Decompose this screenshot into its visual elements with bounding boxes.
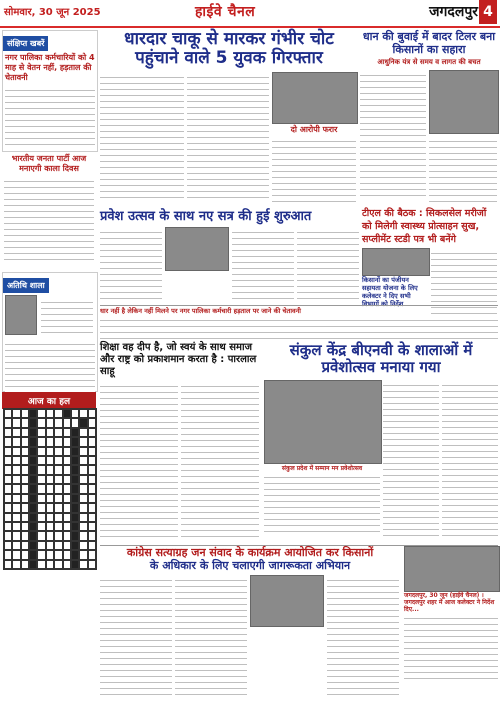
crossword-cell	[88, 541, 96, 550]
crossword-cell	[12, 475, 20, 484]
crossword-cell	[54, 447, 62, 456]
education-quote-headline: शिक्षा वह दीप है, जो स्वयं के साथ समाज और राष्ट्र को प्रकाशमान करता है : पारलाल साहू	[100, 342, 257, 377]
page-number: 4	[479, 0, 497, 24]
crossword-cell	[54, 465, 62, 474]
crossword-cell	[12, 437, 20, 446]
crossword-cell	[21, 437, 29, 446]
side-story-body	[404, 613, 498, 683]
crossword-cell	[54, 418, 62, 427]
crossword-cell	[21, 541, 29, 550]
crossword-cell	[29, 418, 37, 427]
right-top-subhead: आधुनिक यंत्र से समय व लागत की बचत	[377, 58, 481, 66]
crossword-cell	[37, 503, 45, 512]
crossword-cell	[4, 560, 12, 569]
left-column	[0, 28, 98, 708]
crossword-cell	[79, 494, 87, 503]
masthead	[0, 0, 500, 28]
crossword-cell	[88, 484, 96, 493]
right-top-story	[360, 30, 498, 202]
crossword-cell	[71, 475, 79, 484]
crossword-cell	[12, 456, 20, 465]
crossword-cell	[21, 465, 29, 474]
crossword-cell	[12, 428, 20, 437]
guest-school-box	[2, 272, 98, 392]
congress-col-1	[100, 575, 172, 695]
crossword-cell	[37, 447, 45, 456]
crossword-cell	[63, 503, 71, 512]
right-top-col-2	[429, 136, 497, 202]
crossword-cell	[4, 522, 12, 531]
crossword-cell	[46, 456, 54, 465]
crossword-cell	[79, 560, 87, 569]
crossword-cell	[4, 456, 12, 465]
crossword-cell	[12, 494, 20, 503]
crossword-cell	[46, 428, 54, 437]
crossword-cell	[4, 503, 12, 512]
crossword-cell	[46, 447, 54, 456]
crossword-cell	[29, 475, 37, 484]
crossword-cell	[63, 531, 71, 540]
crossword-cell	[4, 513, 12, 522]
crossword-cell	[71, 550, 79, 559]
tl-bullet-2: कलेक्टर ने दिए सभी विभागों को निर्देश	[362, 292, 411, 308]
crossword-cell	[54, 513, 62, 522]
congress-col-3	[327, 575, 399, 695]
crossword-cell	[63, 541, 71, 550]
crossword-cell	[46, 494, 54, 503]
crossword-cell	[21, 447, 29, 456]
crossword-cell	[88, 447, 96, 456]
guest-school-body	[5, 339, 95, 395]
brief-news-body	[5, 85, 95, 145]
crossword-cell	[79, 437, 87, 446]
crossword-cell	[46, 418, 54, 427]
brief-news-box	[2, 30, 98, 152]
crossword-cell	[46, 503, 54, 512]
school-col-1	[100, 227, 162, 303]
crossword-cell	[54, 522, 62, 531]
congress-photo	[250, 575, 324, 627]
crossword-cell	[88, 550, 96, 559]
crossword-cell	[79, 531, 87, 540]
crossword-cell	[71, 541, 79, 550]
crossword-cell	[12, 522, 20, 531]
crossword-cell	[63, 428, 71, 437]
strike-warning-body	[100, 315, 498, 339]
crossword-cell	[4, 475, 12, 484]
congress-headline-line-2: के अधिकार के लिए चलाएगी जागरूकता अभियान	[149, 559, 351, 572]
crossword-cell	[29, 437, 37, 446]
crossword-cell	[54, 475, 62, 484]
crossword-cell	[63, 494, 71, 503]
crossword-cell	[12, 513, 20, 522]
crossword-cell	[46, 484, 54, 493]
crossword-cell	[71, 494, 79, 503]
crossword-cell	[21, 522, 29, 531]
brief-news-headline: नगर पालिका कर्मचारियों को 4 माह से वेतन नहीं, हड़ताल की चेतावनी	[5, 53, 95, 82]
crossword-cell	[88, 522, 96, 531]
crossword-cell	[79, 475, 87, 484]
crossword-cell	[4, 447, 12, 456]
crossword-cell	[37, 550, 45, 559]
crossword-cell	[71, 428, 79, 437]
band-congress	[100, 545, 498, 695]
praveshotsav-photo-caption: संकुल प्रदेश में सम्मान मन प्रवेशोत्सव	[281, 465, 363, 472]
lead-col-1	[100, 72, 184, 202]
crossword-cell	[4, 437, 12, 446]
crossword-cell	[12, 560, 20, 569]
tl-meeting-photo	[362, 248, 430, 276]
praveshotsav-headline: संकुल केंद्र बीएनवी के शालाओं में प्रवेशोत्सव मनाया गया	[289, 341, 473, 376]
crossword-cell	[37, 541, 45, 550]
crossword-cell	[4, 541, 12, 550]
crossword-cell	[4, 428, 12, 437]
crossword-cell	[46, 541, 54, 550]
crossword-cell	[21, 428, 29, 437]
crossword-cell	[37, 522, 45, 531]
crossword-cell	[37, 409, 45, 418]
crossword-cell	[79, 447, 87, 456]
crossword-cell	[71, 456, 79, 465]
crossword-cell	[63, 513, 71, 522]
crossword-cell	[54, 541, 62, 550]
crossword-cell	[37, 513, 45, 522]
tl-meeting-headline: टीएल की बैठक : सिकलसेल मरीजों को मिलेगी स्वास्थ्य प्रोत्साहन सुख, सप्लीमेंट स्टडी पत्र भी बनेंगे	[362, 208, 487, 245]
crossword-cell	[79, 428, 87, 437]
crossword-cell	[46, 513, 54, 522]
crossword-cell	[63, 418, 71, 427]
crossword-cell	[88, 437, 96, 446]
crossword-cell	[88, 560, 96, 569]
crossword-cell	[12, 409, 20, 418]
crossword-cell	[21, 484, 29, 493]
crossword-cell	[46, 531, 54, 540]
crossword-cell	[4, 550, 12, 559]
crossword-cell	[12, 484, 20, 493]
crossword-cell	[54, 484, 62, 493]
crossword-cell	[29, 522, 37, 531]
crossword-cell	[29, 456, 37, 465]
congress-headline-line-1: कांग्रेस सत्याग्रह जन संवाद के कार्यक्रम आयोजित कर किसानों	[126, 546, 374, 559]
crossword-cell	[88, 513, 96, 522]
crossword-cell	[88, 465, 96, 474]
person-photo	[5, 295, 37, 335]
crossword-cell	[29, 409, 37, 418]
crossword-cell	[21, 475, 29, 484]
crossword-cell	[37, 484, 45, 493]
crossword-cell	[29, 560, 37, 569]
second-brief-body	[4, 176, 94, 264]
crossword-cell	[21, 456, 29, 465]
school-col-2	[232, 227, 294, 303]
crossword-cell	[21, 513, 29, 522]
crossword-cell	[63, 456, 71, 465]
lead-col-2	[187, 72, 269, 202]
brief-news-tag: संक्षिप्त खबरें	[3, 36, 48, 51]
praveshotsav-col-3	[442, 380, 498, 538]
right-top-photo	[429, 70, 499, 134]
crossword-cell	[46, 437, 54, 446]
crossword-cell	[54, 503, 62, 512]
right-top-col-1	[360, 70, 426, 200]
crossword-cell	[54, 560, 62, 569]
crossword-cell	[21, 503, 29, 512]
crossword-cell	[29, 465, 37, 474]
lead-story-headline-area	[100, 30, 358, 68]
crossword-cell	[71, 522, 79, 531]
crossword-cell	[12, 465, 20, 474]
crossword-cell	[88, 409, 96, 418]
praveshotsav-col-1	[264, 472, 380, 532]
crossword-cell	[79, 550, 87, 559]
lead-story-body	[100, 72, 358, 204]
crossword-cell	[79, 465, 87, 474]
issue-date: सोमवार, 30 जून 2025	[4, 7, 101, 18]
crossword-cell	[37, 465, 45, 474]
crossword-cell	[63, 550, 71, 559]
school-col-3	[297, 227, 359, 303]
crossword-cell	[21, 409, 29, 418]
edition-city: जगदलपुर	[429, 4, 478, 20]
band-strike-warning	[100, 305, 498, 339]
crossword-cell	[88, 418, 96, 427]
crossword-grid	[3, 408, 97, 570]
crossword-cell	[29, 484, 37, 493]
school-photo	[165, 227, 229, 271]
crossword-cell	[79, 484, 87, 493]
crossword-cell	[29, 447, 37, 456]
crossword-cell	[4, 418, 12, 427]
school-session-headline: प्रवेश उत्सव के साथ नए सत्र की हुई शुरुआत	[100, 209, 312, 224]
crossword-cell	[79, 541, 87, 550]
crossword-cell	[63, 409, 71, 418]
guest-school-intro	[41, 297, 93, 335]
praveshotsav-photo	[264, 380, 382, 464]
crossword-cell	[71, 437, 79, 446]
crossword-cell	[63, 522, 71, 531]
crossword-cell	[88, 503, 96, 512]
crossword-cell	[54, 550, 62, 559]
crossword-cell	[71, 409, 79, 418]
crossword-cell	[12, 503, 20, 512]
crossword-cell	[63, 475, 71, 484]
crossword-cell	[71, 465, 79, 474]
crossword-cell	[37, 428, 45, 437]
crossword-cell	[4, 484, 12, 493]
education-col-2	[181, 381, 259, 541]
crossword-cell	[21, 418, 29, 427]
right-top-headline: धान की बुवाई में बादर टिलर बना किसानों का सहारा	[362, 30, 496, 56]
crossword-cell	[79, 456, 87, 465]
crossword-cell	[71, 503, 79, 512]
congress-col-2	[175, 575, 247, 695]
crossword-cell	[29, 503, 37, 512]
crossword-cell	[29, 550, 37, 559]
lead-photo-caption: दो आरोपी फरार	[290, 125, 338, 134]
brand-name: हाईवे चैनल	[195, 4, 256, 20]
crossword-cell	[63, 447, 71, 456]
crossword-cell	[29, 494, 37, 503]
crossword-cell	[46, 475, 54, 484]
crossword-cell	[88, 456, 96, 465]
crossword-cell	[4, 494, 12, 503]
crossword-cell	[71, 560, 79, 569]
crossword-cell	[12, 447, 20, 456]
crossword-cell	[54, 494, 62, 503]
crossword-cell	[29, 531, 37, 540]
crossword-cell	[71, 484, 79, 493]
crossword-cell	[88, 531, 96, 540]
lead-col-3	[272, 136, 356, 202]
guest-school-tag: अतिथि शाला	[3, 278, 49, 293]
education-col-1	[100, 381, 178, 541]
crossword-cell	[79, 418, 87, 427]
crossword-cell	[54, 409, 62, 418]
crossword-cell	[79, 513, 87, 522]
puzzle-title: आज का हल	[2, 392, 96, 409]
tl-bullet-1: किसानों का पंजीयन सहायता योजना के लिए	[362, 276, 418, 292]
crossword-cell	[12, 531, 20, 540]
lead-headline: धारदार चाकू से मारकर गंभीर चोट पहुंचाने वाले 5 युवक गिरफ्तार	[124, 29, 334, 68]
crossword-cell	[46, 522, 54, 531]
crossword-cell	[71, 447, 79, 456]
crossword-cell	[54, 437, 62, 446]
crossword-cell	[88, 428, 96, 437]
side-story-photo	[404, 546, 500, 592]
crossword-cell	[37, 560, 45, 569]
crossword-cell	[54, 428, 62, 437]
crossword-cell	[29, 513, 37, 522]
second-brief-box	[2, 152, 96, 270]
crossword-cell	[37, 437, 45, 446]
crossword-cell	[4, 465, 12, 474]
praveshotsav-col-2	[383, 380, 439, 538]
crossword-cell	[21, 550, 29, 559]
crossword-cell	[71, 418, 79, 427]
crossword-cell	[46, 560, 54, 569]
crossword-cell	[79, 503, 87, 512]
crossword-cell	[37, 494, 45, 503]
crossword-cell	[54, 456, 62, 465]
crossword-cell	[46, 409, 54, 418]
side-story-text: जगदलपुर, 30 जून (हाईवे चैनल) । जगदलपुर शहर में आज कलेक्टर ने निर्देश दिए...	[404, 592, 495, 613]
strike-warning-line: धार नहीं है लेकिन नहीं मिलने पर नगर पालिका कर्मचारी हड़ताल पर जाने की चेतावनी	[100, 307, 301, 315]
crossword-cell	[46, 550, 54, 559]
crossword-cell	[29, 428, 37, 437]
second-brief-headline: भारतीय जनता पार्टी आज मनाएगी काला दिवस	[11, 154, 87, 173]
crossword-cell	[4, 531, 12, 540]
crossword-cell	[71, 513, 79, 522]
crossword-cell	[46, 465, 54, 474]
crossword-cell	[63, 484, 71, 493]
crossword-cell	[88, 494, 96, 503]
crossword-cell	[63, 465, 71, 474]
crossword-cell	[37, 475, 45, 484]
crossword-cell	[63, 437, 71, 446]
crossword-cell	[12, 541, 20, 550]
crossword-cell	[88, 475, 96, 484]
crossword-cell	[79, 522, 87, 531]
crossword-cell	[21, 531, 29, 540]
crossword-cell	[37, 456, 45, 465]
crossword-cell	[12, 550, 20, 559]
crossword-cell	[37, 531, 45, 540]
crossword-cell	[54, 531, 62, 540]
crossword-cell	[4, 409, 12, 418]
crossword-cell	[29, 541, 37, 550]
crossword-cell	[71, 531, 79, 540]
crossword-cell	[12, 418, 20, 427]
crossword-cell	[21, 560, 29, 569]
crossword-cell	[21, 494, 29, 503]
crossword-cell	[79, 409, 87, 418]
lead-photo	[272, 72, 358, 124]
crossword-cell	[63, 560, 71, 569]
crossword-cell	[37, 418, 45, 427]
